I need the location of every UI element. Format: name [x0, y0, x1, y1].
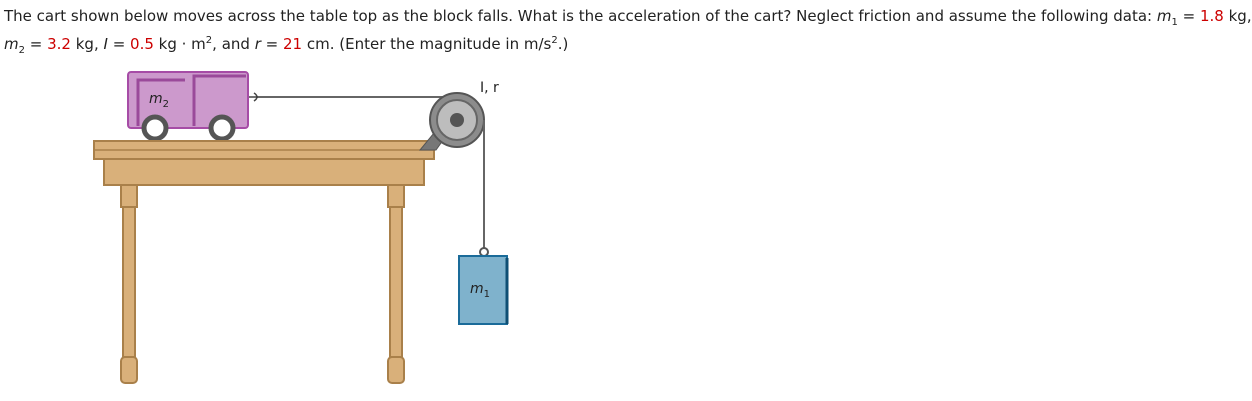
table-leg-left — [123, 207, 135, 357]
accel-unit-exponent: 2 — [551, 35, 558, 46]
table-leg-right — [390, 207, 402, 357]
m1-unit: kg, — [1223, 7, 1252, 25]
cart-wheel-left — [144, 117, 166, 139]
m2-symbol: m — [4, 35, 19, 53]
table-foot-right — [388, 357, 404, 383]
block-mass-label: $m_1$ — [470, 281, 491, 300]
pulley-label: I, r — [480, 80, 499, 96]
table-leg-left-block — [121, 185, 137, 207]
cart-hook — [248, 93, 258, 101]
table-foot-left — [121, 357, 137, 383]
equals: = — [1177, 7, 1200, 25]
inertia-value: 0.5 — [130, 35, 154, 53]
table-apron — [104, 159, 424, 185]
m1-subscript: 1 — [1171, 17, 1178, 28]
equals: = — [260, 35, 283, 53]
table — [94, 141, 434, 383]
cart — [128, 72, 248, 139]
problem-text: The cart shown below moves across the table top as the block falls. What is the acceleration of the cart? Neglect friction and assume the following data: — [4, 7, 1157, 25]
pulley — [430, 93, 484, 147]
m2-subscript: 2 — [18, 45, 25, 56]
and-text: , and — [212, 35, 255, 53]
cart-wheel-right — [211, 117, 233, 139]
radius-symbol: r — [254, 35, 261, 53]
inertia-unit: kg · m — [153, 35, 206, 53]
closing-text: .) — [557, 35, 569, 53]
inertia-symbol: I — [103, 35, 108, 53]
radius-value: 21 — [282, 35, 303, 53]
m1-value: 1.8 — [1199, 7, 1224, 25]
hanging-block — [459, 256, 507, 324]
inertia-unit-exponent: 2 — [205, 35, 213, 46]
m2-value: 3.2 — [47, 35, 71, 53]
equals: = — [25, 35, 48, 53]
block-hook — [480, 248, 488, 256]
radius-unit: cm. (Enter the magnitude in m/s — [302, 35, 552, 53]
cart-mass-label: $m_2$ — [149, 91, 170, 110]
equals: = — [107, 35, 131, 53]
m1-symbol: m — [1156, 7, 1172, 25]
table-leg-right-block — [388, 185, 404, 207]
m2-unit: kg, — [70, 35, 104, 53]
pulley-hub — [450, 113, 464, 127]
